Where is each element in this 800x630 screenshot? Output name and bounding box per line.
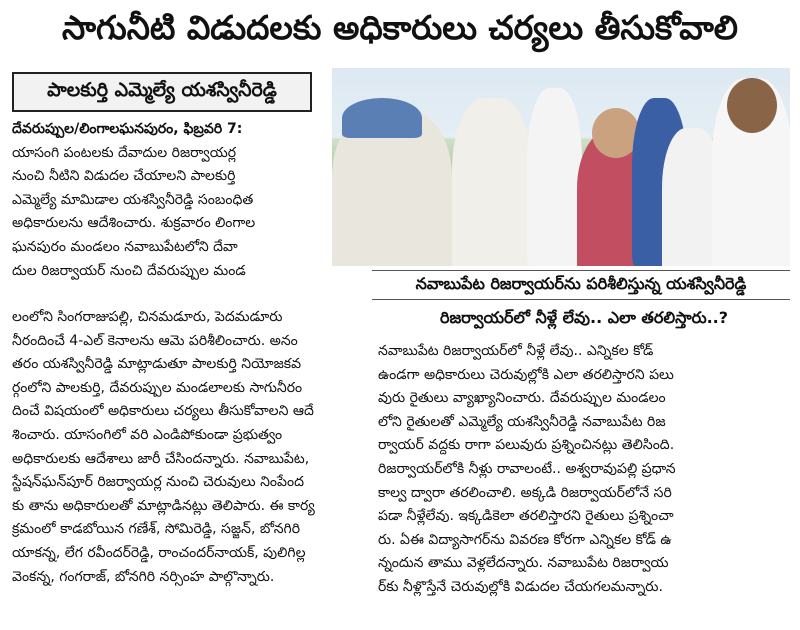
right-article xyxy=(378,340,790,600)
article-line: క్రమంలో కాడబోయిన గణేశ్, సోమిరెడ్డి, సజ్జన్, బోనగిరి xyxy=(12,521,301,538)
left-article-continued xyxy=(12,306,370,589)
article-line: ర్గంలోని పాలకుర్తి, దేవరుప్పుల మండలాలకు సాగునీరం xyxy=(12,379,303,396)
article-line: రిజర్వాయర్‌లోకి నీళ్లు రావాలంటే.. అశ్వరావుపల్లి ప్రధాన xyxy=(378,460,676,477)
right-subhead: రిజర్వాయర్‌లో నీళ్లే లేవు.. ఎలా తరలిస్తారు..? xyxy=(439,308,729,327)
article-line: యాసంగి పంటలకు దేవాదుల రిజర్వాయర్ల xyxy=(12,144,237,161)
article-line: ఎమ్మెల్యే మామిడాల యశస్వినీరెడ్డి సంబంధిత xyxy=(12,191,254,208)
article-line: అధికారులకు ఆదేశాలు జారీ చేసిందన్నారు. నవాబుపేట, xyxy=(12,450,310,467)
article-line: నవాబుపేట రిజర్వాయర్‌లో నీళ్లే లేవు.. ఎన్నికల కోడ్ xyxy=(378,343,654,359)
article-line: న్నందున తాము వెళ్లలేదన్నారు. నవాబుపేట రిజర్వాయ xyxy=(378,555,669,572)
article-line: ఘనపురం మండలం నవాబుపేటలోని దేవా xyxy=(12,238,238,255)
article-line: ర్‌కు నీళ్లొస్తేనే చెరువుల్లోకి విడుదల చేయగలమన్నారు. xyxy=(378,578,663,595)
article-line: లంలోని సింగరాజుపల్లి, చినమడూరు, పెదమడూరు xyxy=(12,309,283,325)
article-line: నుంచి నీటిని విడుదల చేయాలని పాలకుర్తి xyxy=(12,168,236,185)
article-line: దించే విషయంలో అధికారులు చర్యలు తీసుకోవాలని ఆదే xyxy=(12,403,314,420)
left-article xyxy=(12,118,332,283)
dateline: దేవరుప్పుల/లింగాలఘనపురం, ఫిబ్రవరి 7: xyxy=(12,121,243,137)
article-line: శించారు. యాసంగిలో వరి ఎండిపోకుండా ప్రభుత్వం xyxy=(12,426,283,443)
subheadline-box xyxy=(12,72,312,112)
subheadline: పాలకుర్తి ఎమ్మెల్యే యశస్వినీరెడ్డి xyxy=(47,78,277,101)
article-line: వెంకన్న, గంగరాజ్, బోనగిరి నర్సింహ పాల్గొన్నారు. xyxy=(12,568,275,585)
article-line: స్టేషన్‌ఘన్‌పూర్ రిజర్వాయర్ల నుంచి చెరువులు నింపేంద xyxy=(12,474,304,491)
article-line: తరం యశస్వినీరెడ్డి మాట్లాడుతూ పాలకుర్తి నియోజకవ xyxy=(12,356,302,373)
article-line: వురు రైతులు వ్యాఖ్యానించారు. దేవరుప్పుల మండలం xyxy=(378,390,666,407)
photo-caption: నవాబుపేట రిజర్వాయర్‌ను పరిశీలిస్తున్న యశస్వినీరెడ్డి xyxy=(372,270,790,300)
article-line: ర్వాయర్ వద్దకు రాగా పలువురు ప్రశ్నించినట్లు తెలిసింది. xyxy=(378,437,675,454)
headline: సాగునీటి విడుదలకు అధికారులు చర్యలు తీసుకోవాలి xyxy=(62,7,738,47)
article-line: లోని రైతులతో ఎమ్మెల్యే యశస్వినీరెడ్డి నవాబుపేట రిజ xyxy=(378,413,666,430)
article-line: కాల్వ ద్వారా తరలించాలి. అక్కడి రిజర్వాయర్‌లోనే సరి xyxy=(378,484,672,501)
article-line: ఉండగా అధికారులు చెరువుల్లోకి ఎలా తరలిస్తారని పలు xyxy=(378,366,674,383)
article-line: దుల రిజర్వాయర్ నుంచి దేవరుప్పుల మండ xyxy=(12,262,246,279)
news-photo xyxy=(332,68,790,266)
article-line: రు. ఏఈ విద్యాసాగర్‌ను వివరణ కోరగా ఎన్నికల కోడ్ ఉ xyxy=(378,531,672,548)
article-line: అధికారులను ఆదేశించారు. శుక్రవారం లింగాల xyxy=(12,215,256,232)
article-line: పడా నీళ్లేలేవు. ఇక్కడికెలా తరలిస్తారని రైతులు ప్రశ్నించా xyxy=(378,508,674,525)
article-line: యాకన్న, లేగ రవీందర్‌రెడ్డి, రాంచందర్‌నాయక్, పులిగిల్ల xyxy=(12,544,306,561)
article-line: కు తాను అధికారులతో మాట్లాడినట్లు తెలిపారు. ఈ కార్య xyxy=(12,497,315,514)
article-line: నీరందించే 4-ఎల్ కెనాలను ఆమె పరిశీలించారు. అనం xyxy=(12,332,298,349)
